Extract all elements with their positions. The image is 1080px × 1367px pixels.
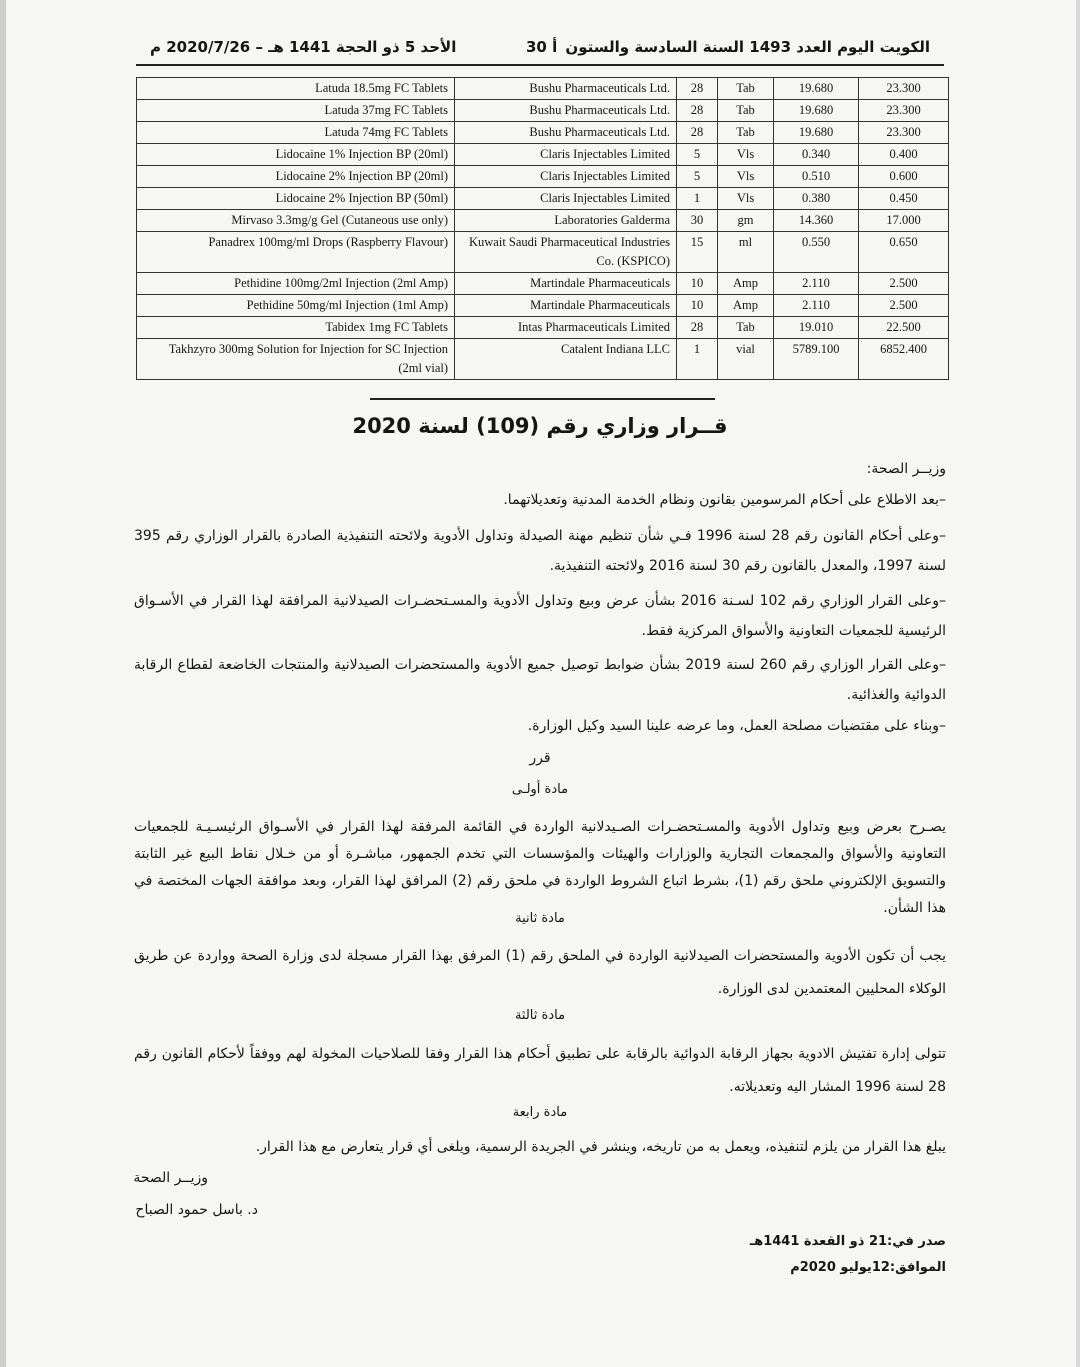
company-cell: Claris Injectables Limited [455, 166, 677, 188]
unit-cell: Amp [718, 295, 774, 317]
preamble-5: –وبناء على مقتضيات مصلحة العمل، وما عرضه علينا السيد وكيل الوزارة. [527, 718, 946, 734]
preamble-4: –وعلى القرار الوزاري رقم 260 لسنة 2019 بشأن ضوابط توصيل جميع الأدوية والمستحضرات الصيدلانية والمنتجات الخاضعة لقطاع الرقابة الدوائية والغذائية. [134, 657, 947, 703]
price-1-cell: 14.360 [774, 210, 859, 232]
table-row [137, 339, 949, 380]
price-1-cell: 0.340 [774, 144, 859, 166]
quantity-cell: 10 [677, 295, 718, 317]
page-edge-right [1076, 0, 1080, 1367]
article-4-title: مادة رابعة [512, 1105, 568, 1120]
article-1-text: يصـرح بعرض وبيع وتداول الأدوية والمسـتحضـرات الصـيدلانية الواردة في القائمة المرفقة لهذا القرار في الأسـواق الرئيسـيـة للجمعيات التعاونية والأسواق والمجمعات التجارية والوزارات والهيئات والمؤسسات التي تخدم الجمهور، مباشـرة أو من خـلال نقاط البيع غير الثابتة والتسويق الإلكتروني ملحق رقم (1)، بشرط اتباع الشروط الواردة في ملحق رقم (2) المرافق لهذا القرار، وبعد موافقة الجهات المختصة في هذا الشأن. [134, 819, 947, 916]
drug-name-cell: Latuda 74mg FC Tablets [137, 122, 455, 144]
drug-name-cell: Mirvaso 3.3mg/g Gel (Cutaneous use only) [137, 210, 455, 232]
article-2-text: يجب أن تكون الأدوية والمستحضرات الصيدلانية الواردة في الملحق رقم (1) المرفق بهذا القرار مسجلة لدى وزارة الصحة وواردة عن طريق الوكلاء المحليين المعتمدين لدى الوزارة. [134, 948, 946, 997]
drug-name-cell: Lidocaine 2% Injection BP (20ml) [137, 166, 455, 188]
signature-title: وزيــر الصحة [133, 1170, 208, 1186]
company-cell: Claris Injectables Limited [455, 188, 677, 210]
article-1-title: مادة أولـى [511, 782, 569, 797]
header-date: الأحد 5 ذو الحجة 1441 هـ – 2020/7/26 م [150, 38, 457, 56]
price-2-cell: 0.450 [859, 188, 949, 210]
unit-cell: Vls [718, 144, 774, 166]
drug-name-cell: Tabidex 1mg FC Tablets [137, 317, 455, 339]
unit-cell: ml [718, 232, 774, 273]
table-row [137, 232, 949, 273]
drug-price-table [136, 77, 949, 380]
company-cell: Intas Pharmaceuticals Limited [455, 317, 677, 339]
unit-cell: Tab [718, 78, 774, 100]
drug-name-cell: Pethidine 50mg/ml Injection (1ml Amp) [137, 295, 455, 317]
table-row [137, 144, 949, 166]
article-4-text: يبلغ هذا القرار من يلزم لتنفيذه، ويعمل به من تاريخه، وينشر في الجريدة الرسمية، ويلغى أي قرار يتعارض مع هذا القرار. [255, 1139, 946, 1155]
company-cell: Kuwait Saudi Pharmaceutical Industries Co. (KSPICO) [455, 232, 677, 273]
price-1-cell: 5789.100 [774, 339, 859, 380]
issued-date: صدر في:21 ذو القعدة 1441هـ [749, 1234, 946, 1249]
unit-cell: Vls [718, 166, 774, 188]
unit-cell: Tab [718, 317, 774, 339]
unit-cell: Vls [718, 188, 774, 210]
drug-name-cell: Takhzyro 300mg Solution for Injection for SC Injection (2ml vial) [137, 339, 455, 380]
decree-addressee: وزيــر الصحة: [866, 461, 946, 477]
table-row [137, 100, 949, 122]
price-1-cell: 0.380 [774, 188, 859, 210]
table-row [137, 122, 949, 144]
quantity-cell: 15 [677, 232, 718, 273]
page-header [136, 36, 944, 66]
quantity-cell: 5 [677, 144, 718, 166]
quantity-cell: 5 [677, 166, 718, 188]
company-cell: Bushu Pharmaceuticals Ltd. [455, 78, 677, 100]
article-3-text: تتولى إدارة تفتيش الادوية بجهاز الرقابة الدوائية بالرقابة على تطبيق أحكام هذا القرار وفقا للصلاحيات المخولة لهم ووفقاً لأحكام القانون رقم 28 لسنة 1996 المشار اليه وتعديلاته. [134, 1046, 946, 1095]
quantity-cell: 28 [677, 78, 718, 100]
price-1-cell: 19.010 [774, 317, 859, 339]
page-edge-left [0, 0, 6, 1367]
price-2-cell: 6852.400 [859, 339, 949, 380]
price-2-cell: 2.500 [859, 295, 949, 317]
price-1-cell: 19.680 [774, 122, 859, 144]
company-cell: Laboratories Galderma [455, 210, 677, 232]
unit-cell: Tab [718, 100, 774, 122]
table-row [137, 295, 949, 317]
table-row [137, 273, 949, 295]
price-1-cell: 0.510 [774, 166, 859, 188]
table-row [137, 188, 949, 210]
price-2-cell: 22.500 [859, 317, 949, 339]
price-2-cell: 23.300 [859, 78, 949, 100]
company-cell: Bushu Pharmaceuticals Ltd. [455, 100, 677, 122]
price-2-cell: 0.400 [859, 144, 949, 166]
price-2-cell: 23.300 [859, 122, 949, 144]
price-1-cell: 0.550 [774, 232, 859, 273]
table-row [137, 210, 949, 232]
company-cell: Martindale Pharmaceuticals [455, 273, 677, 295]
drug-name-cell: Pethidine 100mg/2ml Injection (2ml Amp) [137, 273, 455, 295]
corresponding-date: الموافق:12يوليو 2020م [790, 1260, 946, 1275]
unit-cell: Amp [718, 273, 774, 295]
preamble-3: –وعلى القرار الوزاري رقم 102 لسـنة 2016 بشأن عرض وبيع وتداول الأدوية والمسـتحضـرات الصيدلانية المرافقة لهذا القرار في الأسـواق الرئيسية للجمعيات التعاونية والأسواق المركزية فقط. [134, 593, 946, 639]
quantity-cell: 30 [677, 210, 718, 232]
decided-heading: قرر [529, 750, 551, 766]
table-row [137, 317, 949, 339]
header-page-number: أ 30 [526, 38, 558, 56]
quantity-cell: 10 [677, 273, 718, 295]
preamble-1: –بعد الاطلاع على أحكام المرسومين بقانون ونظام الخدمة المدنية وتعديلاتهما. [503, 492, 946, 508]
signature-name: د. باسل حمود الصباح [135, 1202, 258, 1218]
price-1-cell: 19.680 [774, 78, 859, 100]
company-cell: Claris Injectables Limited [455, 144, 677, 166]
price-2-cell: 2.500 [859, 273, 949, 295]
price-2-cell: 0.650 [859, 232, 949, 273]
price-1-cell: 2.110 [774, 273, 859, 295]
price-2-cell: 17.000 [859, 210, 949, 232]
separator-rule [370, 398, 715, 400]
quantity-cell: 28 [677, 122, 718, 144]
unit-cell: vial [718, 339, 774, 380]
preamble-2: –وعلى أحكام القانون رقم 28 لسنة 1996 فـي شأن تنظيم مهنة الصيدلة وتداول الأدوية ولائحته التنفيذية الصادرة بالقرار الوزاري رقم 395 لسنة 1997، والمعدل بالقانون رقم 30 لسنة 2016 ولائحته التنفيذية. [134, 528, 946, 574]
decree-title: قــرار وزاري رقم (109) لسنة 2020 [352, 414, 728, 438]
price-1-cell: 2.110 [774, 295, 859, 317]
company-cell: Catalent Indiana LLC [455, 339, 677, 380]
unit-cell: Tab [718, 122, 774, 144]
table-row [137, 166, 949, 188]
company-cell: Martindale Pharmaceuticals [455, 295, 677, 317]
drug-name-cell: Panadrex 100mg/ml Drops (Raspberry Flavour) [137, 232, 455, 273]
drug-name-cell: Latuda 37mg FC Tablets [137, 100, 455, 122]
article-2-title: مادة ثانية [515, 911, 565, 926]
article-3-title: مادة ثالثة [514, 1008, 566, 1023]
quantity-cell: 1 [677, 188, 718, 210]
table-row [137, 78, 949, 100]
drug-name-cell: Lidocaine 1% Injection BP (20ml) [137, 144, 455, 166]
header-issue: الكويت اليوم العدد 1493 السنة السادسة والستون [565, 38, 930, 56]
drug-name-cell: Lidocaine 2% Injection BP (50ml) [137, 188, 455, 210]
price-2-cell: 0.600 [859, 166, 949, 188]
price-2-cell: 23.300 [859, 100, 949, 122]
company-cell: Bushu Pharmaceuticals Ltd. [455, 122, 677, 144]
price-1-cell: 19.680 [774, 100, 859, 122]
unit-cell: gm [718, 210, 774, 232]
quantity-cell: 28 [677, 100, 718, 122]
drug-name-cell: Latuda 18.5mg FC Tablets [137, 78, 455, 100]
quantity-cell: 1 [677, 339, 718, 380]
quantity-cell: 28 [677, 317, 718, 339]
